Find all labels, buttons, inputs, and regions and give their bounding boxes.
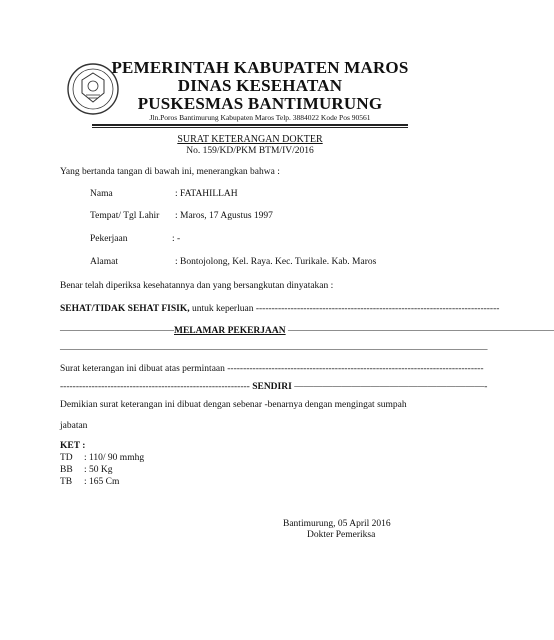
field-value-nama: : FATAHILLAH [175,189,238,199]
closing-text: Demikian surat keterangan ini dibuat dengan sebenar -benarnya dengan mengingat sumpah [60,400,407,410]
letter-number: No. 159/KD/PKM BTM/IV/2016 [186,146,314,156]
header-rule [92,124,408,126]
letter-title: SURAT KETERANGAN DOKTER [177,134,323,145]
examined-text: Benar telah diperiksa kesehatannya dan yang bersangkutan dinyatakan : [60,281,334,291]
dash-line: ————————————————————————————————————————————— [60,345,488,355]
field-label-pekerjaan: Pekerjaan [90,234,128,244]
field-value-ttl: : Maros, 17 Agustus 1997 [175,211,273,221]
dash-fill: ———————————————————————————— [285,326,554,336]
purpose-intro: untuk keperluan [191,304,254,314]
closing-text-2: jabatan [60,421,88,431]
field-value-pekerjaan: : - [172,234,181,244]
ket-label-tb: TB [60,477,73,487]
field-label-ttl: Tempat/ Tgl Lahir [90,211,160,221]
requester-line [60,382,488,392]
ket-label-td: TD [60,453,73,463]
dash-fill: ------------------------------------------------------------ [60,382,250,392]
dash-fill: ----------------------------------------------------------------------------- [255,304,500,314]
request-line [60,364,484,374]
ket-label-bb: BB [60,465,73,475]
purpose-value: MELAMAR PEKERJAAN [174,326,286,336]
purpose-line [60,326,554,336]
dash-fill: ————————————————————- [294,382,488,392]
requester-value: SENDIRI [252,382,292,392]
intro-text: Yang bertanda tangan di bawah ini, menerangkan bahwa : [60,167,280,177]
header-line-2: DINAS KESEHATAN [177,76,343,95]
health-status: SEHAT/TIDAK SEHAT FISIK, [60,304,190,314]
field-label-alamat: Alamat [90,257,118,267]
field-label-nama: Nama [90,189,113,199]
ket-value-td: : 110/ 90 mmhg [84,453,145,463]
ket-value-tb: : 165 Cm [84,477,120,487]
header-address: Jln.Poros Bantimurung Kabupaten Maros Telp. 3884022 Kode Pos 90561 [149,113,371,122]
health-line [60,304,500,314]
signature-place-date: Bantimurung, 05 April 2016 [283,519,391,529]
dash-fill: ———————————— [60,326,174,336]
ket-value-bb: : 50 Kg [84,465,113,475]
header-rule-thin [92,127,408,128]
header-line-1: PEMERINTAH KABUPATEN MAROS [111,58,409,77]
ket-title: KET : [60,441,86,451]
field-value-alamat: : Bontojolong, Kel. Raya. Kec. Turikale. Kab. Maros [175,257,377,267]
signature-role: Dokter Pemeriksa [307,530,376,540]
dash-fill: --------------------------------------------------------------------------------- [227,364,484,374]
request-intro: Surat keterangan ini dibuat atas permintaan [60,364,225,374]
header-line-3: PUSKESMAS BANTIMURUNG [137,94,383,113]
